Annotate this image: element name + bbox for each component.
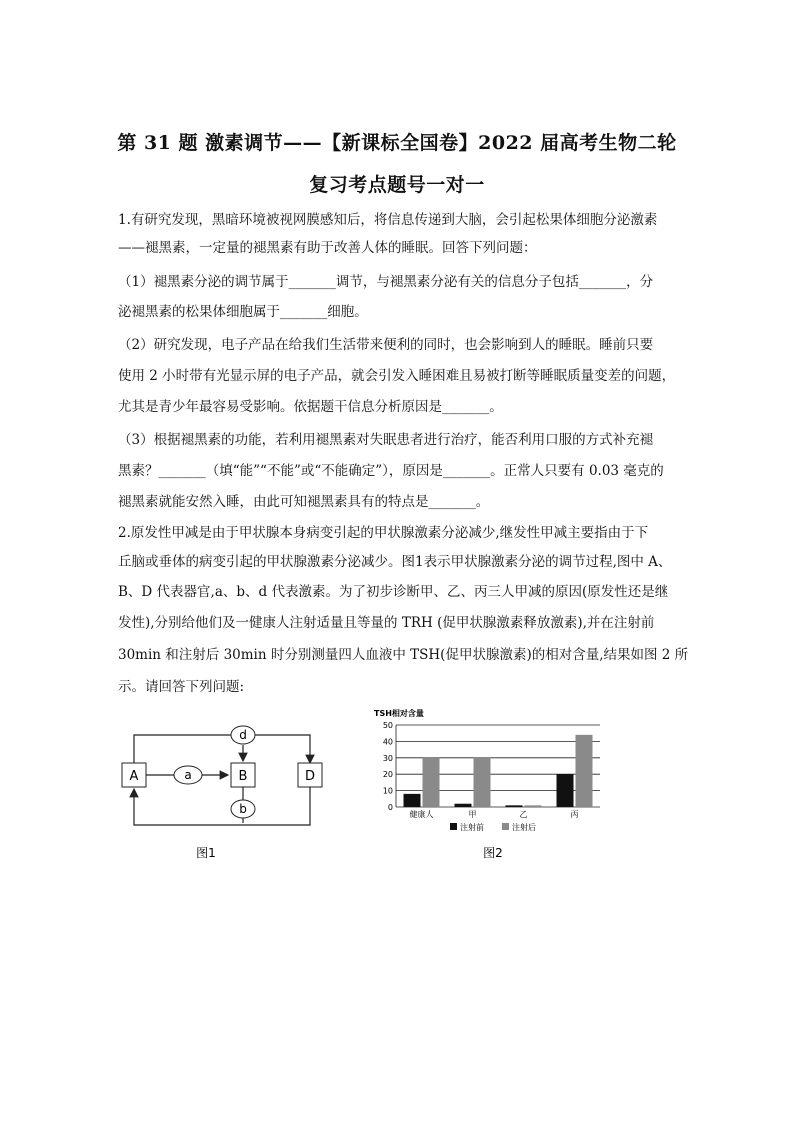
bar-before (506, 805, 523, 807)
hormone-b-label: b (239, 802, 247, 816)
figure-2-caption: 图2 (483, 846, 503, 860)
bar-after (423, 758, 440, 807)
bar-before (557, 774, 574, 807)
node-a-label: A (129, 769, 139, 784)
bar-after (525, 805, 542, 807)
q2-text-1: 2.原发性甲减是由于甲状腺本身病变引起的甲状腺激素分泌减少,继发性甲减主要指由于下 (118, 525, 649, 541)
q1-intro-2: ——褪黑素，一定量的褪黑素有助于改善人体的睡眠。回答下列问题： (118, 240, 537, 256)
bar-after (474, 758, 491, 807)
y-tick-label: 40 (382, 737, 393, 747)
q1-intro-1: 1.有研究发现，黑暗环境被视网膜感知后，将信息传递到大脑，会引起松果体细胞分泌激素 (118, 212, 658, 228)
y-tick-label: 50 (382, 721, 393, 730)
y-tick-label: 30 (382, 753, 393, 763)
q1-part1-b: 泌褪黑素的松果体细胞属于_______细胞。 (118, 304, 368, 320)
hormone-d-label: d (239, 728, 247, 742)
legend-label: 注射后 (512, 823, 536, 832)
page-title-line2: 复习考点题号一对一 (309, 174, 485, 196)
node-b-label: B (238, 769, 248, 784)
q1-part3-b: 黑素？_______（填“能”“不能”或“不能确定”），原因是_______。正常人只要有 0.03 毫克的 (118, 463, 664, 479)
x-tick-label: 健康人 (409, 810, 434, 819)
x-tick-label: 甲 (468, 810, 477, 819)
figure-1-caption: 图1 (196, 846, 216, 860)
q1-part3-c: 褪黑素就能安然入睡，由此可知褪黑素具有的特点是_______。 (118, 494, 490, 510)
chart-ylabel: TSH相对含量 (374, 709, 424, 718)
q2-text-4: 发性),分别给他们及一健康人注射适量且等量的 TRH (促甲状腺激素释放激素),并在注射前 (118, 615, 655, 631)
q2-text-6: 示。请回答下列问题: (118, 679, 245, 695)
q1-part2-c: 尤其是青少年最容易受影响。依据题干信息分析原因是_______。 (118, 399, 503, 415)
q2-text-2: 丘脑或垂体的病变引起的甲状腺激素分泌减少。图1表示甲状腺激素分泌的调节过程,图中 A、 (118, 554, 672, 570)
q1-part2-a: （2）研究发现，电子产品在给我们生活带来便利的同时，也会影响到人的睡眠。睡前只要 (118, 337, 654, 353)
bar-before (455, 804, 472, 807)
y-tick-label: 20 (382, 770, 393, 780)
figure-1-diagram (118, 715, 338, 865)
page-title-line1: 第 31 题 激素调节——【新课标全国卷】2022 届高考生物二轮 (117, 132, 677, 154)
bar-before (404, 794, 421, 807)
q1-part3-a: （3）根据褪黑素的功能，若利用褪黑素对失眠患者进行治疗，能否利用口服的方式补充褪 (118, 432, 654, 448)
legend-label: 注射前 (460, 823, 484, 832)
q1-part1-a: （1）褪黑素分泌的调节属于_______调节，与褪黑素分泌有关的信息分子包括_______，分 (118, 274, 654, 290)
q2-text-3: B、D 代表器官,a、b、d 代表激素。为了初步诊断甲、乙、丙三人甲减的原因(原发性还是继 (118, 584, 669, 600)
legend-swatch (502, 823, 509, 830)
q2-text-5: 30min 和注射后 30min 时分别测量四人血液中 TSH(促甲状腺激素)的相对含量,结果如图 2 所 (118, 647, 689, 663)
bar-after (576, 735, 593, 807)
legend-swatch (450, 823, 457, 830)
y-tick-label: 0 (387, 803, 393, 812)
y-tick-label: 10 (382, 786, 393, 796)
hormone-a-label: a (184, 768, 192, 782)
node-d-label: D (304, 769, 316, 784)
x-tick-label: 乙 (519, 810, 528, 819)
x-tick-label: 丙 (570, 810, 579, 819)
figure-2-bar-chart (368, 705, 608, 865)
q1-part2-b: 使用 2 小时带有光显示屏的电子产品，就会引发入睡困难且易被打断等睡眠质量变差的问题， (118, 368, 676, 384)
